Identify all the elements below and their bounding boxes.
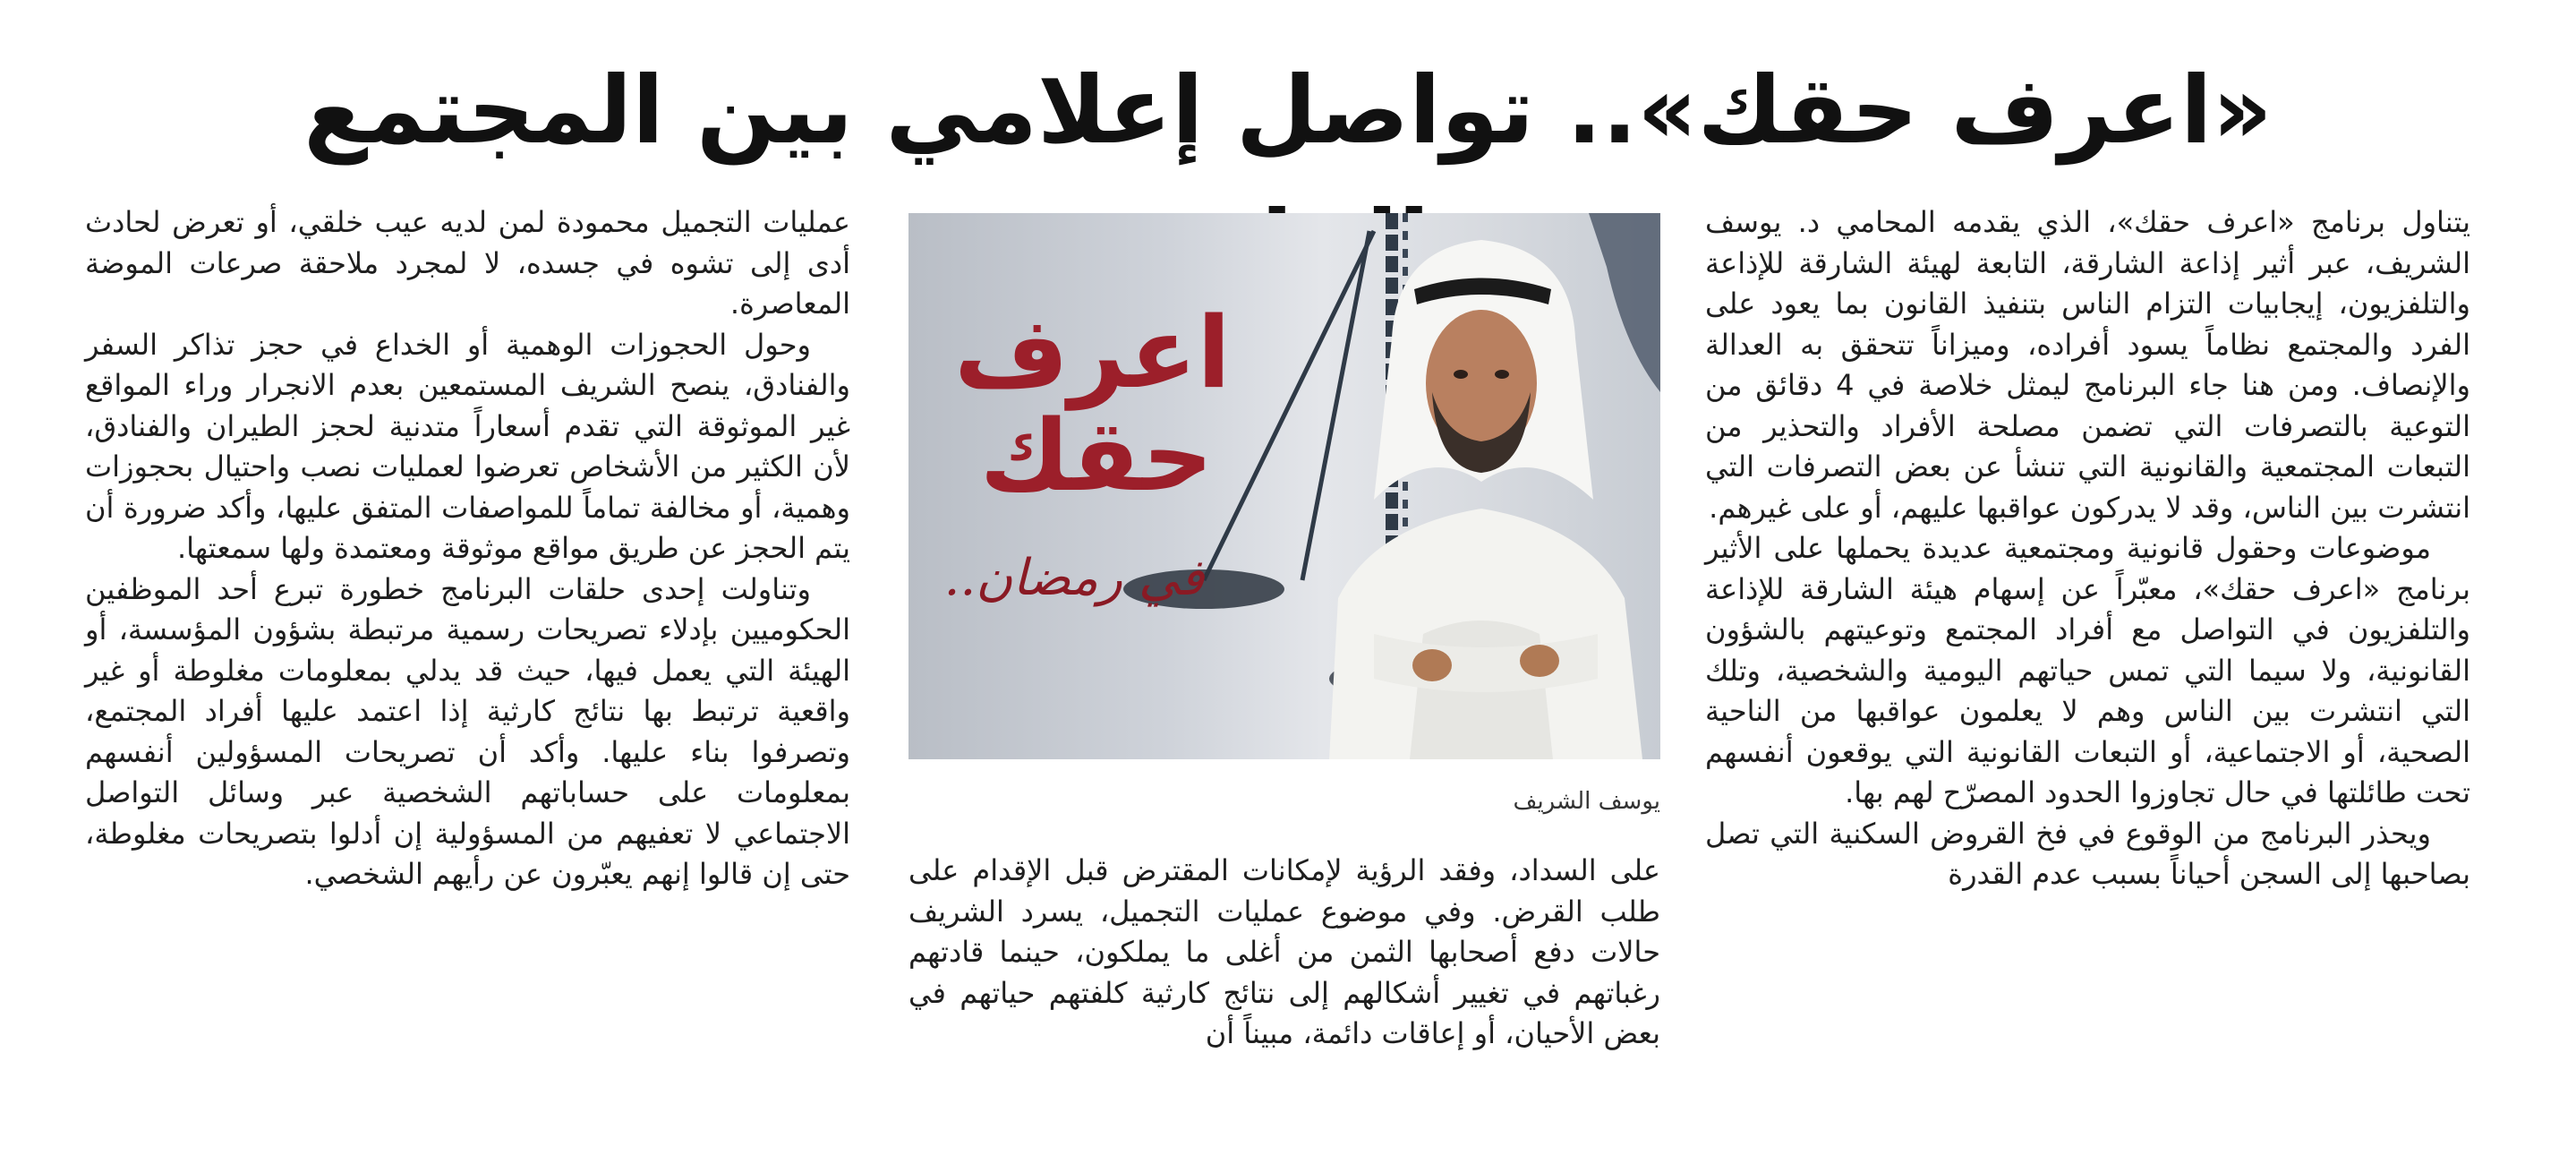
article-column-left bbox=[85, 202, 850, 895]
paragraph: على السداد، وفقد الرؤية لإمكانات المقترض قبل الإقدام على طلب القرض. وفي موضوع عمليات التجميل، يسرد الشريف حالات دفع أصحابها الثمن من أغلى ما يملكون، حينما قادتهم رغباتهم في تغيير أشكالهم إلى نتائج كارثية كلفتهم حياتهم في بعض الأحيان، أو إعاقات دائمة، مبيناً أن bbox=[908, 853, 1660, 1050]
article-photo bbox=[908, 213, 1660, 759]
article-column-right bbox=[1705, 202, 2470, 895]
article-headline: «اعرف حقك».. تواصل إعلامي بين المجتمع bbox=[303, 56, 2273, 165]
program-title-line2: حقك bbox=[979, 398, 1214, 513]
paragraph: موضوعات وحقول قانونية ومجتمعية عديدة يحملها على الأثير برنامج «اعرف حقك»، معبّراً عن إسهام هيئة الشارقة للإذاعة والتلفزيون في التواصل مع أفراد المجتمع وتوعيتهم بالشؤون القانونية، ولا سيما التي تمس حياتهم اليومية والشخصية، وتلك التي انتشرت بين الناس وهم لا يعلمون عواقبها من الناحية الصحية، أو الاجتماعية، أو التبعات القانونية التي يوقعون أنفسهم تحت طائلتها في حال تجاوزوا الحدود المصرّح لهم بها. bbox=[1705, 531, 2470, 809]
article-column-middle bbox=[908, 851, 1660, 1055]
paragraph: ويحذر البرنامج من الوقوع في فخ القروض السكنية التي تصل بصاحبها إلى السجن أحياناً بسبب عدم القدرة bbox=[1705, 816, 2470, 891]
paragraph: يتناول برنامج «اعرف حقك»، الذي يقدمه المحامي د. يوسف الشريف، عبر أثير إذاعة الشارقة، التابعة لهيئة الشارقة للإذاعة والتلفزيون، إيجابيات التزام الناس بتنفيذ القانون بما يعود على الفرد والمجتمع نظاماً يسود أفراده، وميزاناً تتحقق به العدالة والإنصاف. ومن هنا جاء البرنامج ليمثل خلاصة في 4 دقائق من التوعية بالتصرفات التي تضمن مصلحة الأفراد والتحذير من التبعات المجتمعية والقانونية التي تنشأ عن بعض التصرفات التي انتشرت بين الناس، وقد لا يدركون عواقبها عليهم، أو على غيرهم. bbox=[1705, 205, 2471, 525]
photo-caption: يوسف الشريف bbox=[1513, 788, 1660, 815]
paragraph: وحول الحجوزات الوهمية أو الخداع في حجز تذاكر السفر والفنادق، ينصح الشريف المستمعين بعدم الانجرار وراء المواقع غير الموثوقة التي تقدم أسعاراً متدنية لحجز الطيران والفنادق، لأن الكثير من الأشخاص تعرضوا لعمليات نصب واحتيال بحجوزات وهمية، أو مخالفة تماماً للمواصفات المتفق عليها، وأكد ضرورة أن يتم الحجز عن طريق مواقع موثوقة ومعتمدة ولها سمعتها. bbox=[85, 327, 850, 565]
paragraph: وتناولت إحدى حلقات البرنامج خطورة تبرع أحد الموظفين الحكوميين بإدلاء تصريحات رسمية مرتبطة بشؤون المؤسسة، أو الهيئة التي يعمل فيها، حيث قد يدلي بمعلومات مغلوطة أو غير واقعية ترتبط بها نتائج كارثية إذا اعتمد عليها أفراد المجتمع، وتصرفوا بناء عليها. وأكد أن تصريحات المسؤولين أنفسهم بمعلومات على حساباتهم الشخصية عبر وسائل التواصل الاجتماعي لا تعفيهم من المسؤولية إن أدلوا بتصريحات مغلوطة، حتى إن قالوا إنهم يعبّرون عن رأيهم الشخصي. bbox=[85, 571, 850, 891]
program-title-line1: اعرف bbox=[953, 295, 1231, 410]
program-subtitle: في رمضان.. bbox=[943, 549, 1205, 607]
paragraph: عمليات التجميل محمودة لمن لديه عيب خلقي، أو تعرض لحادث أدى إلى تشوه في جسده، لا لمجرد ملاحقة صرعات الموضة المعاصرة. bbox=[85, 205, 850, 321]
